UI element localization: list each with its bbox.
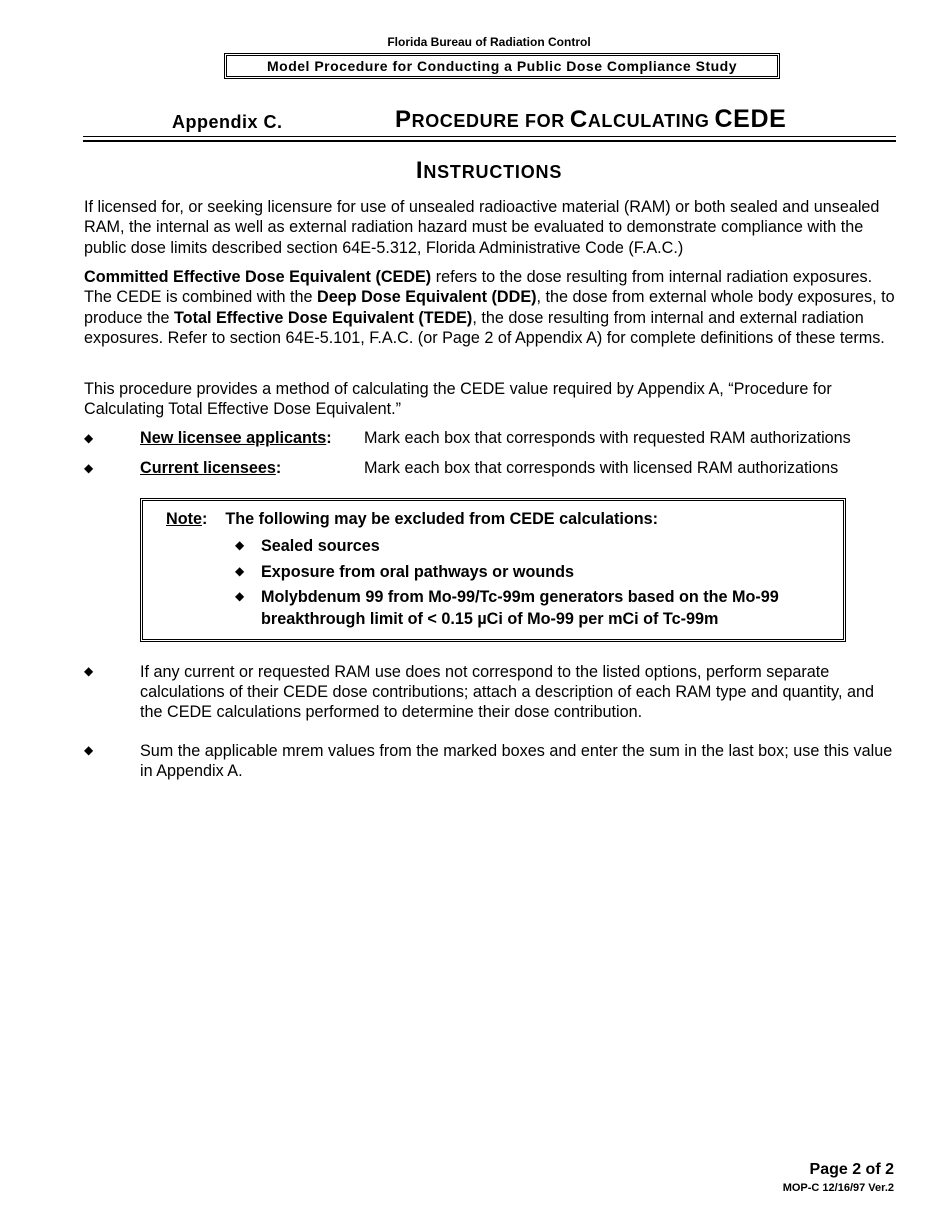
bullet-diamond-icon: ◆ (84, 743, 94, 757)
bullet-diamond-icon: ◆ (84, 431, 94, 445)
diamond-icon: ◆ (235, 564, 245, 578)
note-item: ◆ Exposure from oral pathways or wounds (235, 563, 575, 581)
document-title-box: Model Procedure for Conducting a Public Dose Compliance Study (224, 53, 780, 79)
instructions-heading: INSTRUCTIONS (415, 157, 563, 184)
organization-header: Florida Bureau of Radiation Control (387, 35, 591, 49)
bullet-diamond-icon: ◆ (84, 461, 94, 475)
note-item: ◆ Sealed sources (235, 537, 380, 555)
procedure-title: PROCEDURE FOR CALCULATING CEDE (395, 105, 787, 133)
title-rule-bottom (83, 140, 896, 142)
appendix-label: Appendix C. (172, 112, 283, 132)
step-separate-calculations: If any current or requested RAM use does not correspond to the listed options, perform separate calculations of their CEDE dose contributions; attach a description of each RAM type and quantity, and the CEDE calculations performed to determine their dose contribution. (140, 663, 874, 721)
step-sum-values: Sum the applicable mrem values from the marked boxes and enter the sum in the last box; use this value in Appendix A. (140, 742, 893, 780)
note-heading: Note: The following may be excluded from CEDE calculations: (166, 510, 659, 528)
bullet-diamond-icon: ◆ (84, 664, 94, 678)
diamond-icon: ◆ (235, 589, 245, 603)
purpose-paragraph: This procedure provides a method of calculating the CEDE value required by Appendix A, “Procedure for Calculating Total Effective Dose Equivalent.” (84, 380, 832, 419)
bullet-text-current-licensees: Mark each box that corresponds with licensed RAM authorizations (364, 459, 839, 477)
intro-paragraph: If licensed for, or seeking licensure for use of unsealed radioactive material (RAM) or both sealed and unsealed RAM, the internal as well as external radiation hazard must be evaluated to demonstrate compliance with the public dose limits described section 64E-5.312, Florida Administrative Code (F.A.C.) (84, 198, 880, 257)
bullet-text-new-applicants: Mark each box that corresponds with requested RAM authorizations (364, 429, 851, 447)
version-label: MOP-C 12/16/97 Ver.2 (782, 1182, 894, 1194)
note-item: ◆ Molybdenum 99 from Mo-99/Tc-99m generators based on the Mo-99 breakthrough limit of < 0.15 µCi of Mo-99 per mCi of Tc-99m (235, 588, 779, 628)
definitions-paragraph: Committed Effective Dose Equivalent (CEDE) refers to the dose resulting from internal radiation exposures. The CEDE is combined with the Deep Dose Equivalent (DDE), the dose from external whole body exposures, to produce the Total Effective Dose Equivalent (TEDE), the dose resulting from internal and external radiation exposures. Refer to section 64E-5.101, F.A.C. (or Page 2 of Appendix A) for complete definitions of these terms. (84, 268, 895, 347)
diamond-icon: ◆ (235, 538, 245, 552)
bullet-label-new-applicants: New licensee applicants: (140, 429, 332, 447)
title-rule-top (83, 136, 896, 137)
bullet-label-current-licensees: Current licensees: (140, 459, 282, 477)
page-number: Page 2 of 2 (809, 1161, 894, 1178)
